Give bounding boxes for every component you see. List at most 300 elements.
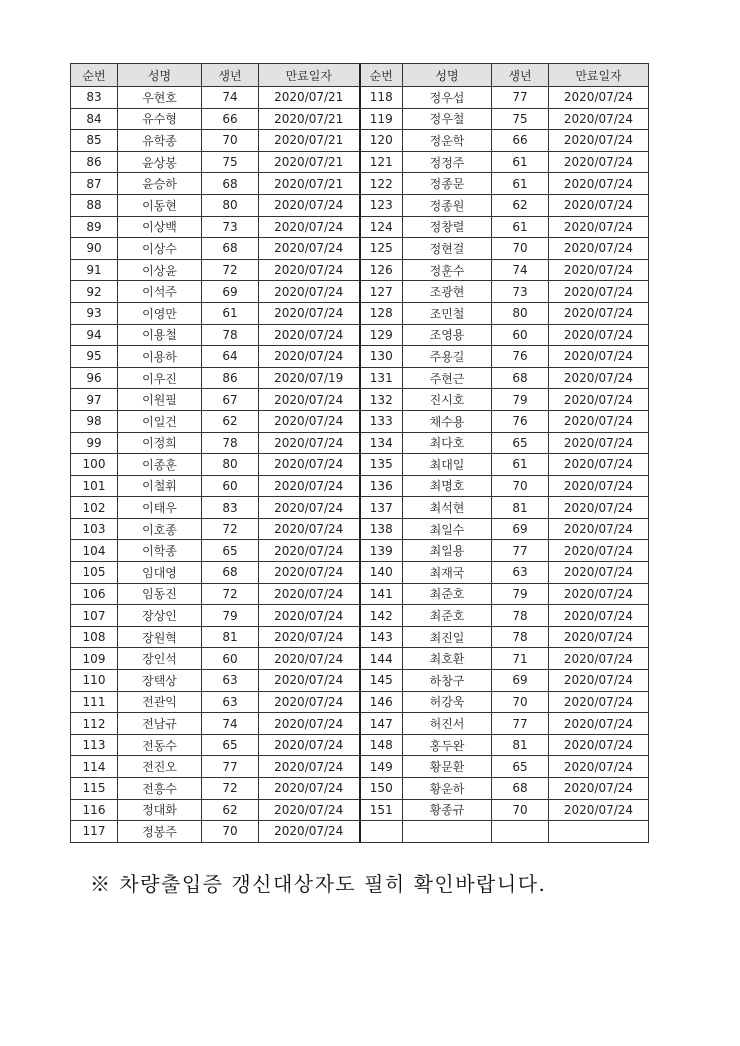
right-no-cell: 145 <box>360 670 403 692</box>
right-no-cell: 120 <box>360 130 403 152</box>
left-expiry-date-cell: 2020/07/24 <box>259 238 360 260</box>
left-no-cell: 98 <box>71 410 118 432</box>
left-birth-year-cell: 61 <box>202 302 259 324</box>
right-birth-year-cell: 77 <box>492 87 549 109</box>
header-birth-right: 생년 <box>492 64 549 87</box>
right-expiry-date-cell: 2020/07/24 <box>549 583 649 605</box>
right-no-cell: 129 <box>360 324 403 346</box>
right-birth-year-cell <box>492 821 549 843</box>
left-name-cell: 이일건 <box>118 410 202 432</box>
right-expiry-date-cell <box>549 821 649 843</box>
right-name-cell: 정우철 <box>403 108 492 130</box>
right-no-cell: 128 <box>360 302 403 324</box>
left-expiry-date-cell: 2020/07/24 <box>259 475 360 497</box>
left-name-cell: 전동수 <box>118 734 202 756</box>
right-name-cell: 정창렬 <box>403 216 492 238</box>
right-no-cell: 139 <box>360 540 403 562</box>
left-birth-year-cell: 74 <box>202 713 259 735</box>
left-no-cell: 106 <box>71 583 118 605</box>
left-birth-year-cell: 80 <box>202 454 259 476</box>
left-birth-year-cell: 81 <box>202 626 259 648</box>
table-row <box>71 259 649 281</box>
left-expiry-date-cell: 2020/07/24 <box>259 540 360 562</box>
right-birth-year-cell: 61 <box>492 173 549 195</box>
left-name-cell: 이상백 <box>118 216 202 238</box>
right-expiry-date-cell: 2020/07/24 <box>549 540 649 562</box>
right-birth-year-cell: 76 <box>492 346 549 368</box>
right-expiry-date-cell: 2020/07/24 <box>549 389 649 411</box>
right-expiry-date-cell: 2020/07/24 <box>549 756 649 778</box>
left-name-cell: 이동현 <box>118 194 202 216</box>
left-name-cell: 장택상 <box>118 670 202 692</box>
right-birth-year-cell: 81 <box>492 497 549 519</box>
left-name-cell: 장상인 <box>118 605 202 627</box>
right-expiry-date-cell: 2020/07/24 <box>549 562 649 584</box>
left-birth-year-cell: 64 <box>202 346 259 368</box>
right-name-cell: 황운하 <box>403 778 492 800</box>
left-expiry-date-cell: 2020/07/24 <box>259 583 360 605</box>
left-birth-year-cell: 74 <box>202 87 259 109</box>
table-row <box>71 87 649 109</box>
left-expiry-date-cell: 2020/07/24 <box>259 259 360 281</box>
left-birth-year-cell: 78 <box>202 432 259 454</box>
right-birth-year-cell: 60 <box>492 324 549 346</box>
table-row <box>71 216 649 238</box>
right-birth-year-cell: 69 <box>492 518 549 540</box>
left-name-cell: 전남규 <box>118 713 202 735</box>
header-no-left: 순번 <box>71 64 118 87</box>
header-row <box>71 64 649 87</box>
right-birth-year-cell: 77 <box>492 540 549 562</box>
right-expiry-date-cell: 2020/07/24 <box>549 238 649 260</box>
right-expiry-date-cell: 2020/07/24 <box>549 475 649 497</box>
table-row <box>71 821 649 843</box>
left-no-cell: 103 <box>71 518 118 540</box>
right-name-cell: 황종규 <box>403 799 492 821</box>
right-name-cell: 최대일 <box>403 454 492 476</box>
right-expiry-date-cell: 2020/07/24 <box>549 713 649 735</box>
table-row <box>71 130 649 152</box>
left-birth-year-cell: 62 <box>202 410 259 432</box>
table-row <box>71 324 649 346</box>
left-no-cell: 86 <box>71 151 118 173</box>
right-expiry-date-cell: 2020/07/24 <box>549 367 649 389</box>
right-name-cell: 정훈수 <box>403 259 492 281</box>
left-name-cell: 전관익 <box>118 691 202 713</box>
left-name-cell: 장원혁 <box>118 626 202 648</box>
left-birth-year-cell: 72 <box>202 518 259 540</box>
left-birth-year-cell: 63 <box>202 691 259 713</box>
left-expiry-date-cell: 2020/07/24 <box>259 648 360 670</box>
right-expiry-date-cell: 2020/07/24 <box>549 87 649 109</box>
left-birth-year-cell: 80 <box>202 194 259 216</box>
right-no-cell: 123 <box>360 194 403 216</box>
table-row <box>71 497 649 519</box>
right-expiry-date-cell: 2020/07/24 <box>549 778 649 800</box>
left-birth-year-cell: 68 <box>202 173 259 195</box>
table-row <box>71 238 649 260</box>
left-no-cell: 107 <box>71 605 118 627</box>
left-name-cell: 이석주 <box>118 281 202 303</box>
left-no-cell: 110 <box>71 670 118 692</box>
right-birth-year-cell: 61 <box>492 151 549 173</box>
left-birth-year-cell: 72 <box>202 583 259 605</box>
left-no-cell: 101 <box>71 475 118 497</box>
left-no-cell: 102 <box>71 497 118 519</box>
left-expiry-date-cell: 2020/07/24 <box>259 799 360 821</box>
right-birth-year-cell: 62 <box>492 194 549 216</box>
left-birth-year-cell: 72 <box>202 259 259 281</box>
right-name-cell: 허진서 <box>403 713 492 735</box>
header-name-right: 성명 <box>403 64 492 87</box>
right-expiry-date-cell: 2020/07/24 <box>549 346 649 368</box>
left-birth-year-cell: 75 <box>202 151 259 173</box>
left-name-cell: 이종훈 <box>118 454 202 476</box>
right-expiry-date-cell: 2020/07/24 <box>549 691 649 713</box>
right-no-cell: 143 <box>360 626 403 648</box>
left-no-cell: 104 <box>71 540 118 562</box>
right-no-cell: 130 <box>360 346 403 368</box>
left-no-cell: 113 <box>71 734 118 756</box>
right-birth-year-cell: 61 <box>492 454 549 476</box>
left-name-cell: 윤상봉 <box>118 151 202 173</box>
renewal-list-table <box>70 63 649 843</box>
header-expiry-left: 만료일자 <box>259 64 360 87</box>
right-birth-year-cell: 79 <box>492 583 549 605</box>
left-no-cell: 97 <box>71 389 118 411</box>
left-name-cell: 이철휘 <box>118 475 202 497</box>
right-name-cell: 정우섭 <box>403 87 492 109</box>
left-birth-year-cell: 62 <box>202 799 259 821</box>
left-name-cell: 이호종 <box>118 518 202 540</box>
right-name-cell: 정정주 <box>403 151 492 173</box>
right-expiry-date-cell: 2020/07/24 <box>549 497 649 519</box>
left-no-cell: 115 <box>71 778 118 800</box>
right-birth-year-cell: 78 <box>492 605 549 627</box>
table-row <box>71 691 649 713</box>
left-no-cell: 112 <box>71 713 118 735</box>
right-name-cell <box>403 821 492 843</box>
left-no-cell: 108 <box>71 626 118 648</box>
right-name-cell: 정운학 <box>403 130 492 152</box>
left-name-cell: 이학종 <box>118 540 202 562</box>
right-no-cell: 142 <box>360 605 403 627</box>
right-name-cell: 최진일 <box>403 626 492 648</box>
right-no-cell: 133 <box>360 410 403 432</box>
left-name-cell: 이우진 <box>118 367 202 389</box>
header-birth-left: 생년 <box>202 64 259 87</box>
right-name-cell: 주현근 <box>403 367 492 389</box>
left-name-cell: 이상수 <box>118 238 202 260</box>
table-row <box>71 302 649 324</box>
left-no-cell: 93 <box>71 302 118 324</box>
right-no-cell: 135 <box>360 454 403 476</box>
right-no-cell: 124 <box>360 216 403 238</box>
right-birth-year-cell: 81 <box>492 734 549 756</box>
left-birth-year-cell: 60 <box>202 475 259 497</box>
right-no-cell: 151 <box>360 799 403 821</box>
right-birth-year-cell: 74 <box>492 259 549 281</box>
left-expiry-date-cell: 2020/07/24 <box>259 713 360 735</box>
right-name-cell: 조영용 <box>403 324 492 346</box>
table-row <box>71 778 649 800</box>
left-expiry-date-cell: 2020/07/24 <box>259 194 360 216</box>
left-birth-year-cell: 72 <box>202 778 259 800</box>
left-name-cell: 임대영 <box>118 562 202 584</box>
left-expiry-date-cell: 2020/07/21 <box>259 130 360 152</box>
right-birth-year-cell: 61 <box>492 216 549 238</box>
right-birth-year-cell: 66 <box>492 130 549 152</box>
right-birth-year-cell: 68 <box>492 778 549 800</box>
left-expiry-date-cell: 2020/07/24 <box>259 626 360 648</box>
table-row <box>71 540 649 562</box>
left-expiry-date-cell: 2020/07/24 <box>259 302 360 324</box>
left-birth-year-cell: 77 <box>202 756 259 778</box>
left-no-cell: 84 <box>71 108 118 130</box>
left-birth-year-cell: 65 <box>202 540 259 562</box>
header-name-left: 성명 <box>118 64 202 87</box>
right-no-cell: 131 <box>360 367 403 389</box>
left-name-cell: 전진오 <box>118 756 202 778</box>
right-no-cell: 136 <box>360 475 403 497</box>
table-row <box>71 799 649 821</box>
left-name-cell: 이정희 <box>118 432 202 454</box>
left-expiry-date-cell: 2020/07/24 <box>259 389 360 411</box>
right-expiry-date-cell: 2020/07/24 <box>549 734 649 756</box>
left-no-cell: 92 <box>71 281 118 303</box>
right-birth-year-cell: 70 <box>492 799 549 821</box>
left-birth-year-cell: 69 <box>202 281 259 303</box>
right-expiry-date-cell: 2020/07/24 <box>549 670 649 692</box>
left-expiry-date-cell: 2020/07/24 <box>259 734 360 756</box>
left-expiry-date-cell: 2020/07/24 <box>259 281 360 303</box>
right-expiry-date-cell: 2020/07/24 <box>549 410 649 432</box>
left-expiry-date-cell: 2020/07/24 <box>259 778 360 800</box>
right-no-cell: 126 <box>360 259 403 281</box>
left-expiry-date-cell: 2020/07/24 <box>259 670 360 692</box>
right-name-cell: 최석현 <box>403 497 492 519</box>
left-no-cell: 88 <box>71 194 118 216</box>
right-birth-year-cell: 77 <box>492 713 549 735</box>
table-row <box>71 410 649 432</box>
left-name-cell: 이영만 <box>118 302 202 324</box>
right-name-cell: 정현걸 <box>403 238 492 260</box>
right-birth-year-cell: 65 <box>492 432 549 454</box>
right-name-cell: 하창구 <box>403 670 492 692</box>
left-name-cell: 이원필 <box>118 389 202 411</box>
right-expiry-date-cell: 2020/07/24 <box>549 518 649 540</box>
left-expiry-date-cell: 2020/07/24 <box>259 497 360 519</box>
left-no-cell: 105 <box>71 562 118 584</box>
left-expiry-date-cell: 2020/07/24 <box>259 562 360 584</box>
right-birth-year-cell: 63 <box>492 562 549 584</box>
right-name-cell: 황문환 <box>403 756 492 778</box>
right-expiry-date-cell: 2020/07/24 <box>549 151 649 173</box>
header-no-right: 순번 <box>360 64 403 87</box>
right-expiry-date-cell: 2020/07/24 <box>549 454 649 476</box>
right-no-cell: 125 <box>360 238 403 260</box>
table-row <box>71 734 649 756</box>
right-expiry-date-cell: 2020/07/24 <box>549 799 649 821</box>
right-expiry-date-cell: 2020/07/24 <box>549 173 649 195</box>
left-no-cell: 96 <box>71 367 118 389</box>
left-birth-year-cell: 63 <box>202 670 259 692</box>
right-expiry-date-cell: 2020/07/24 <box>549 216 649 238</box>
right-birth-year-cell: 65 <box>492 756 549 778</box>
left-expiry-date-cell: 2020/07/24 <box>259 410 360 432</box>
right-expiry-date-cell: 2020/07/24 <box>549 626 649 648</box>
right-birth-year-cell: 69 <box>492 670 549 692</box>
left-name-cell: 이상윤 <box>118 259 202 281</box>
left-birth-year-cell: 83 <box>202 497 259 519</box>
right-birth-year-cell: 78 <box>492 626 549 648</box>
left-birth-year-cell: 78 <box>202 324 259 346</box>
left-no-cell: 85 <box>71 130 118 152</box>
left-no-cell: 117 <box>71 821 118 843</box>
left-name-cell: 이용철 <box>118 324 202 346</box>
table-body <box>71 87 649 843</box>
right-birth-year-cell: 79 <box>492 389 549 411</box>
right-birth-year-cell: 76 <box>492 410 549 432</box>
right-no-cell: 148 <box>360 734 403 756</box>
left-birth-year-cell: 66 <box>202 108 259 130</box>
right-no-cell: 150 <box>360 778 403 800</box>
left-birth-year-cell: 86 <box>202 367 259 389</box>
table-row <box>71 518 649 540</box>
table-row <box>71 151 649 173</box>
right-name-cell: 허강욱 <box>403 691 492 713</box>
left-birth-year-cell: 70 <box>202 821 259 843</box>
right-birth-year-cell: 70 <box>492 691 549 713</box>
left-no-cell: 100 <box>71 454 118 476</box>
right-name-cell: 홍두완 <box>403 734 492 756</box>
right-name-cell: 최준호 <box>403 583 492 605</box>
right-name-cell: 조광현 <box>403 281 492 303</box>
right-birth-year-cell: 70 <box>492 238 549 260</box>
table-row <box>71 583 649 605</box>
right-name-cell: 최호환 <box>403 648 492 670</box>
right-no-cell: 144 <box>360 648 403 670</box>
left-name-cell: 이용하 <box>118 346 202 368</box>
right-expiry-date-cell: 2020/07/24 <box>549 281 649 303</box>
right-no-cell: 132 <box>360 389 403 411</box>
left-expiry-date-cell: 2020/07/21 <box>259 173 360 195</box>
left-no-cell: 91 <box>71 259 118 281</box>
left-expiry-date-cell: 2020/07/24 <box>259 821 360 843</box>
left-birth-year-cell: 65 <box>202 734 259 756</box>
right-expiry-date-cell: 2020/07/24 <box>549 302 649 324</box>
left-expiry-date-cell: 2020/07/24 <box>259 605 360 627</box>
right-expiry-date-cell: 2020/07/24 <box>549 259 649 281</box>
left-birth-year-cell: 68 <box>202 562 259 584</box>
right-no-cell: 138 <box>360 518 403 540</box>
left-name-cell: 유수형 <box>118 108 202 130</box>
right-name-cell: 최명호 <box>403 475 492 497</box>
left-birth-year-cell: 79 <box>202 605 259 627</box>
right-no-cell: 147 <box>360 713 403 735</box>
left-name-cell: 이태우 <box>118 497 202 519</box>
table-row <box>71 194 649 216</box>
left-no-cell: 116 <box>71 799 118 821</box>
table-row <box>71 389 649 411</box>
left-no-cell: 114 <box>71 756 118 778</box>
table-row <box>71 756 649 778</box>
table-row <box>71 108 649 130</box>
left-expiry-date-cell: 2020/07/24 <box>259 432 360 454</box>
left-name-cell: 윤승하 <box>118 173 202 195</box>
right-no-cell: 141 <box>360 583 403 605</box>
right-name-cell: 정종원 <box>403 194 492 216</box>
right-name-cell: 채수용 <box>403 410 492 432</box>
left-no-cell: 109 <box>71 648 118 670</box>
right-birth-year-cell: 68 <box>492 367 549 389</box>
left-birth-year-cell: 68 <box>202 238 259 260</box>
table-row <box>71 281 649 303</box>
right-birth-year-cell: 73 <box>492 281 549 303</box>
left-birth-year-cell: 70 <box>202 130 259 152</box>
table-row <box>71 454 649 476</box>
right-expiry-date-cell: 2020/07/24 <box>549 324 649 346</box>
left-birth-year-cell: 60 <box>202 648 259 670</box>
left-birth-year-cell: 73 <box>202 216 259 238</box>
left-expiry-date-cell: 2020/07/24 <box>259 454 360 476</box>
left-birth-year-cell: 67 <box>202 389 259 411</box>
left-no-cell: 95 <box>71 346 118 368</box>
right-expiry-date-cell: 2020/07/24 <box>549 432 649 454</box>
right-no-cell: 119 <box>360 108 403 130</box>
left-expiry-date-cell: 2020/07/24 <box>259 216 360 238</box>
left-no-cell: 111 <box>71 691 118 713</box>
table-row <box>71 605 649 627</box>
right-expiry-date-cell: 2020/07/24 <box>549 605 649 627</box>
right-no-cell: 118 <box>360 87 403 109</box>
table-row <box>71 626 649 648</box>
table-row <box>71 173 649 195</box>
left-no-cell: 89 <box>71 216 118 238</box>
left-expiry-date-cell: 2020/07/24 <box>259 691 360 713</box>
right-no-cell: 137 <box>360 497 403 519</box>
right-name-cell: 최일수 <box>403 518 492 540</box>
left-no-cell: 83 <box>71 87 118 109</box>
right-name-cell: 최일용 <box>403 540 492 562</box>
left-expiry-date-cell: 2020/07/21 <box>259 87 360 109</box>
right-name-cell: 조민철 <box>403 302 492 324</box>
table-row <box>71 367 649 389</box>
right-birth-year-cell: 70 <box>492 475 549 497</box>
right-expiry-date-cell: 2020/07/24 <box>549 194 649 216</box>
right-name-cell: 최준호 <box>403 605 492 627</box>
left-name-cell: 장인석 <box>118 648 202 670</box>
right-name-cell: 진시호 <box>403 389 492 411</box>
right-no-cell: 146 <box>360 691 403 713</box>
right-name-cell: 정종문 <box>403 173 492 195</box>
left-no-cell: 90 <box>71 238 118 260</box>
right-birth-year-cell: 71 <box>492 648 549 670</box>
table-row <box>71 432 649 454</box>
table-row <box>71 475 649 497</box>
right-birth-year-cell: 75 <box>492 108 549 130</box>
left-expiry-date-cell: 2020/07/24 <box>259 324 360 346</box>
table-row <box>71 713 649 735</box>
right-birth-year-cell: 80 <box>492 302 549 324</box>
right-no-cell: 149 <box>360 756 403 778</box>
left-expiry-date-cell: 2020/07/24 <box>259 756 360 778</box>
left-no-cell: 99 <box>71 432 118 454</box>
right-no-cell: 134 <box>360 432 403 454</box>
right-no-cell: 122 <box>360 173 403 195</box>
left-name-cell: 임동진 <box>118 583 202 605</box>
left-expiry-date-cell: 2020/07/21 <box>259 108 360 130</box>
